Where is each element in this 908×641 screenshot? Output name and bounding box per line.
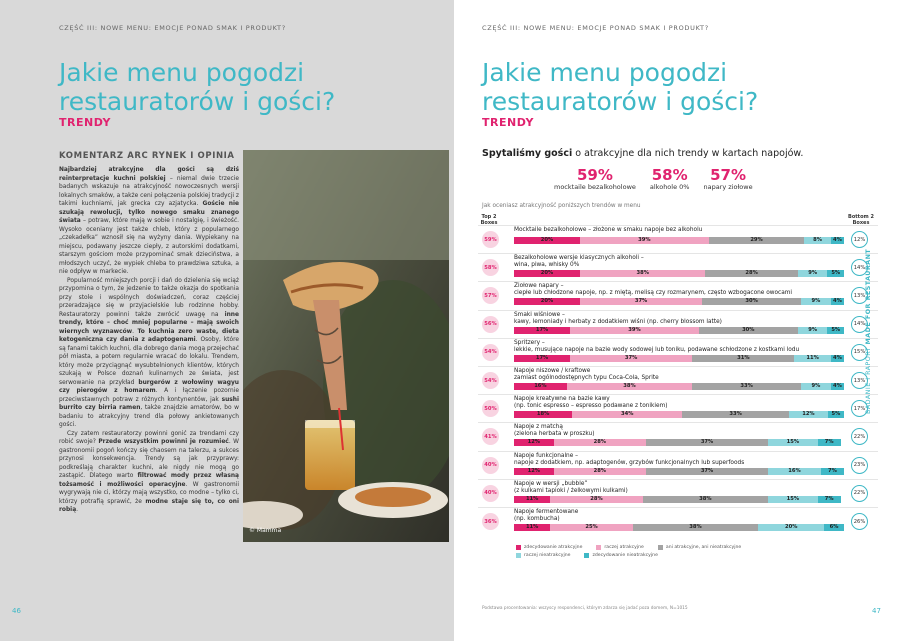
- bold-run: modne staje się to, co oni robią: [59, 498, 239, 513]
- bar-segment: 38%: [643, 496, 768, 503]
- category-label: [514, 283, 792, 297]
- legend-label: raczej atrakcyjne: [604, 545, 644, 550]
- legend-label: ani atrakcyjne, ani nieatrakcyjne: [665, 545, 742, 550]
- category-title: Smaki wiśniowe: [514, 311, 561, 318]
- legend-swatch: [584, 553, 589, 558]
- category-title: Napoje z matchą: [514, 424, 563, 431]
- bar-segment: 11%: [514, 496, 550, 503]
- bar-segment: 28%: [554, 468, 646, 475]
- bar-segment: 6%: [824, 524, 844, 531]
- chart-row: [478, 507, 878, 534]
- category-title: Mocktaile bezalkoholowe: [514, 227, 587, 233]
- text-run: Czy zatem restauratorzy powinni gonić za trendami czy robić swoje?: [59, 430, 239, 445]
- bottom2-value: 13%: [851, 287, 868, 304]
- bottom2-value: 12%: [851, 231, 868, 248]
- bar-segment: 5%: [827, 270, 844, 277]
- category-title-line: [514, 509, 578, 516]
- stacked-bar: [514, 411, 844, 418]
- section-label-right: TRENDY: [482, 116, 534, 129]
- bar-segment: 38%: [580, 270, 705, 277]
- chapter-header: CZĘŚĆ III: NOWE MENU: EMOCJE PONAD SMAK I PRODUKT?: [59, 24, 286, 32]
- bar-segment: 20%: [514, 298, 580, 305]
- category-desc-line: (z kulkami tapioki / żelkowymi kulkami): [514, 487, 628, 494]
- category-label: [514, 255, 644, 269]
- stacked-bar: [514, 383, 844, 390]
- text-run: – niemal dwie trzecie badanych wskazuje na atrakcyjność nowoczesnych wersji lokalnych smaków, a także ceni połączenia polskiej tradycji z takimi kuchniami, jak grecka czy azjatycka.: [59, 175, 239, 207]
- stat-value: 59%: [576, 166, 613, 184]
- bar-segment: 37%: [570, 355, 692, 362]
- legend-item: [658, 545, 741, 550]
- page-number-right: 47: [872, 607, 881, 615]
- top2-value: 36%: [482, 513, 499, 530]
- category-title: Napoje kreatywne na bazie kawy: [514, 396, 610, 403]
- bottom2-value: 17%: [851, 400, 868, 417]
- bar-segment: 20%: [758, 524, 824, 531]
- bottom2-value: 26%: [851, 513, 868, 530]
- bar-segment: 5%: [828, 411, 844, 418]
- category-desc-line: zamiast ogólnodostępnych typu Coca-Cola, Sprite: [514, 375, 659, 381]
- top2-value: 59%: [482, 231, 499, 248]
- legend-swatch: [516, 545, 521, 550]
- category-label: [514, 453, 744, 467]
- category-title-line: [514, 424, 594, 431]
- bar-segment: 39%: [580, 237, 709, 244]
- bar-segment: 5%: [827, 327, 844, 334]
- legend-swatch: [516, 553, 521, 558]
- category-title-line: [514, 283, 792, 290]
- legend-item: [516, 553, 570, 558]
- bottom2-value: 22%: [851, 485, 868, 502]
- text-run: . W gastronomii wygrywają nie ci, którzy mają wszystko, co modne – tylko ci, którzy potrafią sprawić, że: [59, 481, 239, 505]
- bar-segment: 11%: [794, 355, 830, 362]
- category-title-line: [514, 227, 702, 234]
- bar-segment: 9%: [798, 270, 828, 277]
- stacked-bar: [514, 237, 844, 244]
- bar-segment: 37%: [646, 468, 768, 475]
- category-title-line: [514, 368, 659, 375]
- chart-row: [478, 422, 878, 449]
- chart-legend: [516, 545, 806, 558]
- category-desc-line: wina, piwa, whisky 0%: [514, 262, 580, 269]
- category-title-line: [514, 396, 667, 403]
- stat-label: mocktaile bezalkoholowe: [554, 183, 636, 191]
- category-title: Napoje niszowe / kraftowe: [514, 368, 591, 374]
- text-run: – potraw, które mają w sobie i nostalgię, i świeżość. Wysoko oceniany jest także chleb, który z popularnego „czekadełka” wznosił się na wyżyny dania. Wypiekany na miejscu, podawany jeszcze ciepły, z autorskimi dodatkami, starszym gościom może przypominać smak dzieciństwa, a młodszych uczyć, że wypiek chleba to prawdziwa sztuka, a nie odpływ w markecie.: [59, 218, 239, 275]
- bar-segment: 4%: [831, 237, 844, 244]
- legend-swatch: [658, 545, 663, 550]
- bar-segment: 16%: [768, 468, 821, 475]
- stacked-bar: [514, 298, 844, 305]
- bar-segment: 16%: [514, 383, 567, 390]
- bold-run: sushi burrito czy birria ramen: [59, 396, 239, 411]
- category-desc: –: [573, 452, 579, 459]
- bar-segment: 15%: [768, 496, 818, 503]
- stat-item: [554, 167, 636, 191]
- legend-item: [516, 545, 582, 550]
- stat-value: 58%: [651, 166, 688, 184]
- title-line-1: Jakie menu pogodzi: [59, 58, 305, 87]
- bar-segment: 12%: [514, 468, 554, 475]
- category-desc: –: [558, 283, 564, 290]
- bottom2-value: 22%: [851, 428, 868, 445]
- chart-subtitle: Jak oceniasz atrakcyjność poniższych trendów w menu: [482, 203, 641, 209]
- chart-row: [478, 338, 878, 365]
- bar-segment: 9%: [798, 327, 828, 334]
- stacked-bar: [514, 524, 844, 531]
- stacked-bar: [514, 439, 844, 446]
- bold-run: Przede wszystkim powinni je rozumieć: [98, 439, 229, 445]
- text-run: Popularność mniejszych porcji i dań do dzielenia się wciąż przypomina o tym, że jedzenie to także okazja do spotkania przy stole i wspólnych doświadczeń, coraz częściej przeradzające się w przyjacielskie lub rodzinne hobby. Restauratorzy powinni także zwrócić uwagę na: [59, 277, 239, 318]
- chapter-header-right: CZĘŚĆ III: NOWE MENU: EMOCJE PONAD SMAK I PRODUKT?: [482, 24, 709, 32]
- text-run: . A i łączenie pozornie przeciwstawnych potraw z różnych kontynentów, jak: [59, 388, 239, 403]
- stat-item: [703, 167, 752, 191]
- stat-item: [650, 167, 690, 191]
- bold-run: inne trendy, które – choć mniej popularne – mają swoich wiernych wyznawców: [59, 311, 239, 335]
- page-title-right: [482, 58, 758, 116]
- bar-segment: 17%: [514, 327, 570, 334]
- stacked-bar: [514, 270, 844, 277]
- bar-segment: 31%: [692, 355, 794, 362]
- page-title: [59, 58, 335, 116]
- category-desc-line: ciepłe lub chłodzone napoje, np. z miętą, melisą czy rozmarynem, często wzbogacone owocami: [514, 290, 793, 297]
- stat-label: alkohole 0%: [649, 183, 690, 191]
- category-label: [514, 340, 799, 354]
- bar-segment: 25%: [550, 524, 633, 531]
- bar-segment: 7%: [818, 496, 841, 503]
- bar-segment: 20%: [514, 237, 580, 244]
- title-line-2: restauratorów i gości?: [482, 87, 759, 116]
- category-title-line: [514, 481, 628, 488]
- footnote: Podstawa procentowania: wszyscy respondenci, którym zdarza się jadać poza domem, N=1015: [482, 606, 688, 611]
- category-title-line: [514, 255, 644, 262]
- category-desc-line: kawy, lemoniady i herbaty z dodatkiem wiśni (np. cherry blossom latte): [514, 318, 722, 325]
- article-paragraph: [59, 430, 239, 515]
- top2-value: 41%: [482, 428, 499, 445]
- question-rest: o atrakcyjne dla nich trendy w kartach napojów.: [572, 148, 804, 159]
- side-label-bold: MADE FOR RESTAURANT: [865, 248, 872, 345]
- chart-row: [478, 281, 878, 308]
- bar-segment: 12%: [789, 411, 828, 418]
- category-title: Napoje fermentowane: [514, 509, 579, 515]
- top2-value: 40%: [482, 485, 499, 502]
- bar-segment: 39%: [570, 327, 699, 334]
- category-desc-line: (zielona herbata w proszku): [514, 431, 595, 438]
- legend-label: zdecydowanie nieatrakcyjne: [592, 553, 658, 558]
- side-label: [865, 248, 872, 414]
- question-bold: Spytaliśmy gości: [482, 148, 573, 159]
- stat-value: 57%: [710, 166, 746, 184]
- category-title-line: [514, 453, 744, 460]
- highlight-stats: [554, 167, 753, 191]
- top2-value: 58%: [482, 259, 499, 276]
- bold-run: filtrować mody przez własną tożsamość i możliwości operacyjne: [59, 473, 239, 488]
- text-run: . Osoby, które są fanami takich kuchni, dla dobrego dania mogą przejechać pół miasta, a potem regularnie wracać do lokalu. Trendem, który może przyciągnąć wysubtelnionych klientów, których szukają w Polsce doznań kulinarnych ze świata, jest serwowanie na przykład: [59, 337, 239, 386]
- bar-segment: 7%: [821, 468, 844, 475]
- article-body: [59, 166, 239, 515]
- chart-row: [478, 394, 878, 421]
- legend-label: raczej nieatrakcyjne: [524, 553, 571, 558]
- bar-segment: 30%: [699, 327, 798, 334]
- bar-segment: 9%: [801, 298, 831, 305]
- category-desc-line: (np. tonic espresso – espresso podawane z tonikiem): [514, 403, 668, 410]
- category-label: [514, 227, 702, 234]
- right-page: [454, 0, 908, 641]
- article-paragraph: [59, 166, 239, 277]
- stat-label: napary ziołowe: [703, 183, 753, 191]
- legend-swatch: [596, 545, 601, 550]
- bar-segment: 4%: [831, 383, 844, 390]
- category-desc: – złożone w smaku napoje bez alkoholu: [586, 227, 703, 233]
- bottom2-value: 14%: [851, 316, 868, 333]
- bold-run: Najbardziej atrakcyjne dla gości są dziś reinterpretacje kuchni polskiej: [59, 167, 239, 182]
- bar-segment: 7%: [818, 439, 841, 446]
- stacked-bar: [514, 355, 844, 362]
- category-label: [514, 312, 722, 326]
- bottom2-value: 13%: [851, 372, 868, 389]
- category-title-line: [514, 312, 722, 319]
- bold-run: To kuchnia zero waste, dieta ketogeniczna czy dania z adaptogenami: [59, 328, 240, 343]
- food-photo: [243, 150, 449, 542]
- bar-segment: 33%: [682, 411, 789, 418]
- title-line-1: Jakie menu pogodzi: [482, 58, 728, 87]
- photo-credit: © Mamma: [249, 527, 282, 534]
- bottom2-value: 15%: [851, 344, 868, 361]
- category-desc: –: [560, 311, 565, 318]
- text-run: .: [132, 328, 138, 335]
- category-desc: –: [540, 339, 545, 346]
- survey-question: [482, 148, 803, 159]
- photo-image: [243, 150, 449, 542]
- chart-row: [478, 479, 878, 506]
- comment-heading: KOMENTARZ ARC RYNEK I OPINIA: [59, 151, 235, 161]
- category-label: [514, 368, 659, 382]
- category-title: Spritzery: [514, 339, 541, 346]
- top2-value: 56%: [482, 316, 499, 333]
- bar-segment: 8%: [804, 237, 830, 244]
- chart-row: [478, 225, 878, 252]
- bold-run: Goście nie szukają rewolucji, tylko nowego smaku znanego świata: [59, 201, 239, 224]
- bar-segment: 28%: [705, 270, 797, 277]
- category-title-line: [514, 340, 799, 347]
- bar-segment: 29%: [709, 237, 805, 244]
- category-title: Napoje w wersji „bubble”: [514, 480, 588, 487]
- bar-segment: 11%: [514, 524, 550, 531]
- category-desc-line: napoje z dodatkiem, np. adaptogenów, grzybów funkcjonalnych lub superfoods: [514, 459, 745, 466]
- top2-value: 54%: [482, 372, 499, 389]
- side-label-regular: BADANIE I RAPORT: [865, 344, 872, 414]
- category-label: [514, 396, 667, 410]
- legend-label: zdecydowanie atrakcyjne: [524, 545, 583, 550]
- article-paragraph: [59, 277, 239, 430]
- category-label: [514, 481, 628, 495]
- bar-segment: 28%: [550, 496, 642, 503]
- legend-item: [596, 545, 643, 550]
- category-title: Ziołowe napary: [514, 283, 559, 290]
- text-run: , także znajdzie amatorów, bo w badaniu to atrakcyjny trend dla połowy ankietowanych gości.: [59, 405, 239, 428]
- text-run: .: [76, 507, 79, 513]
- category-title: Bezalkoholowe wersje klasycznych alkoholi: [514, 255, 640, 262]
- chart-row: [478, 253, 878, 280]
- category-desc-line: (np. kombucha): [514, 516, 560, 522]
- page-number-left: 46: [12, 607, 21, 615]
- bar-segment: 38%: [633, 524, 758, 531]
- top2-header: Top 2 Boxes: [480, 214, 498, 226]
- top2-value: 40%: [482, 457, 499, 474]
- chart-row: [478, 366, 878, 393]
- bar-segment: 37%: [646, 439, 768, 446]
- bar-segment: 18%: [514, 411, 572, 418]
- title-line-2: restauratorów i gości?: [59, 87, 336, 116]
- category-label: [514, 424, 594, 438]
- bar-segment: 38%: [567, 383, 692, 390]
- stacked-bar: [514, 468, 844, 475]
- bottom2-header: Bottom 2 Boxes: [848, 214, 874, 226]
- bar-segment: 28%: [554, 439, 646, 446]
- stacked-bar: [514, 496, 844, 503]
- bold-run: burgerów z wołowiny wagyu czy pierogów z homarem: [59, 379, 240, 394]
- bottom2-value: 14%: [851, 259, 868, 276]
- bar-segment: 20%: [514, 270, 580, 277]
- legend-item: [584, 553, 657, 558]
- chart-row: [478, 451, 878, 478]
- bar-segment: 17%: [514, 355, 570, 362]
- top2-value: 50%: [482, 400, 499, 417]
- category-desc: –: [639, 255, 644, 262]
- bottom2-value: 23%: [851, 457, 868, 474]
- top2-value: 57%: [482, 287, 499, 304]
- bar-segment: 37%: [580, 298, 702, 305]
- stacked-bar: [514, 327, 844, 334]
- chart-row: [478, 310, 878, 337]
- category-title: Napoje funkcjonalne: [514, 452, 574, 459]
- category-desc-line: lekkie, musujące napoje na bazie wody sodowej lub toniku, podawane schłodzone z kostkami lodu: [514, 346, 800, 353]
- section-label: TRENDY: [59, 116, 111, 129]
- text-run: . W gastronomii pogoń kończy się chaosem na talerzu, a sukces przynosi konsekwencja. Trendy są jak przyprawy: podkreślają charakter kuchni, ale nigdy nie mogą go zastąpić. Dlatego warto: [59, 439, 239, 479]
- bar-segment: 33%: [692, 383, 801, 390]
- bar-segment: 12%: [514, 439, 554, 446]
- bar-segment: 4%: [831, 298, 844, 305]
- bar-segment: 30%: [702, 298, 801, 305]
- bar-segment: 15%: [768, 439, 818, 446]
- bar-segment: 34%: [572, 411, 682, 418]
- category-label: [514, 509, 578, 523]
- top2-value: 54%: [482, 344, 499, 361]
- bar-segment: 9%: [801, 383, 831, 390]
- bar-segment: 4%: [831, 355, 844, 362]
